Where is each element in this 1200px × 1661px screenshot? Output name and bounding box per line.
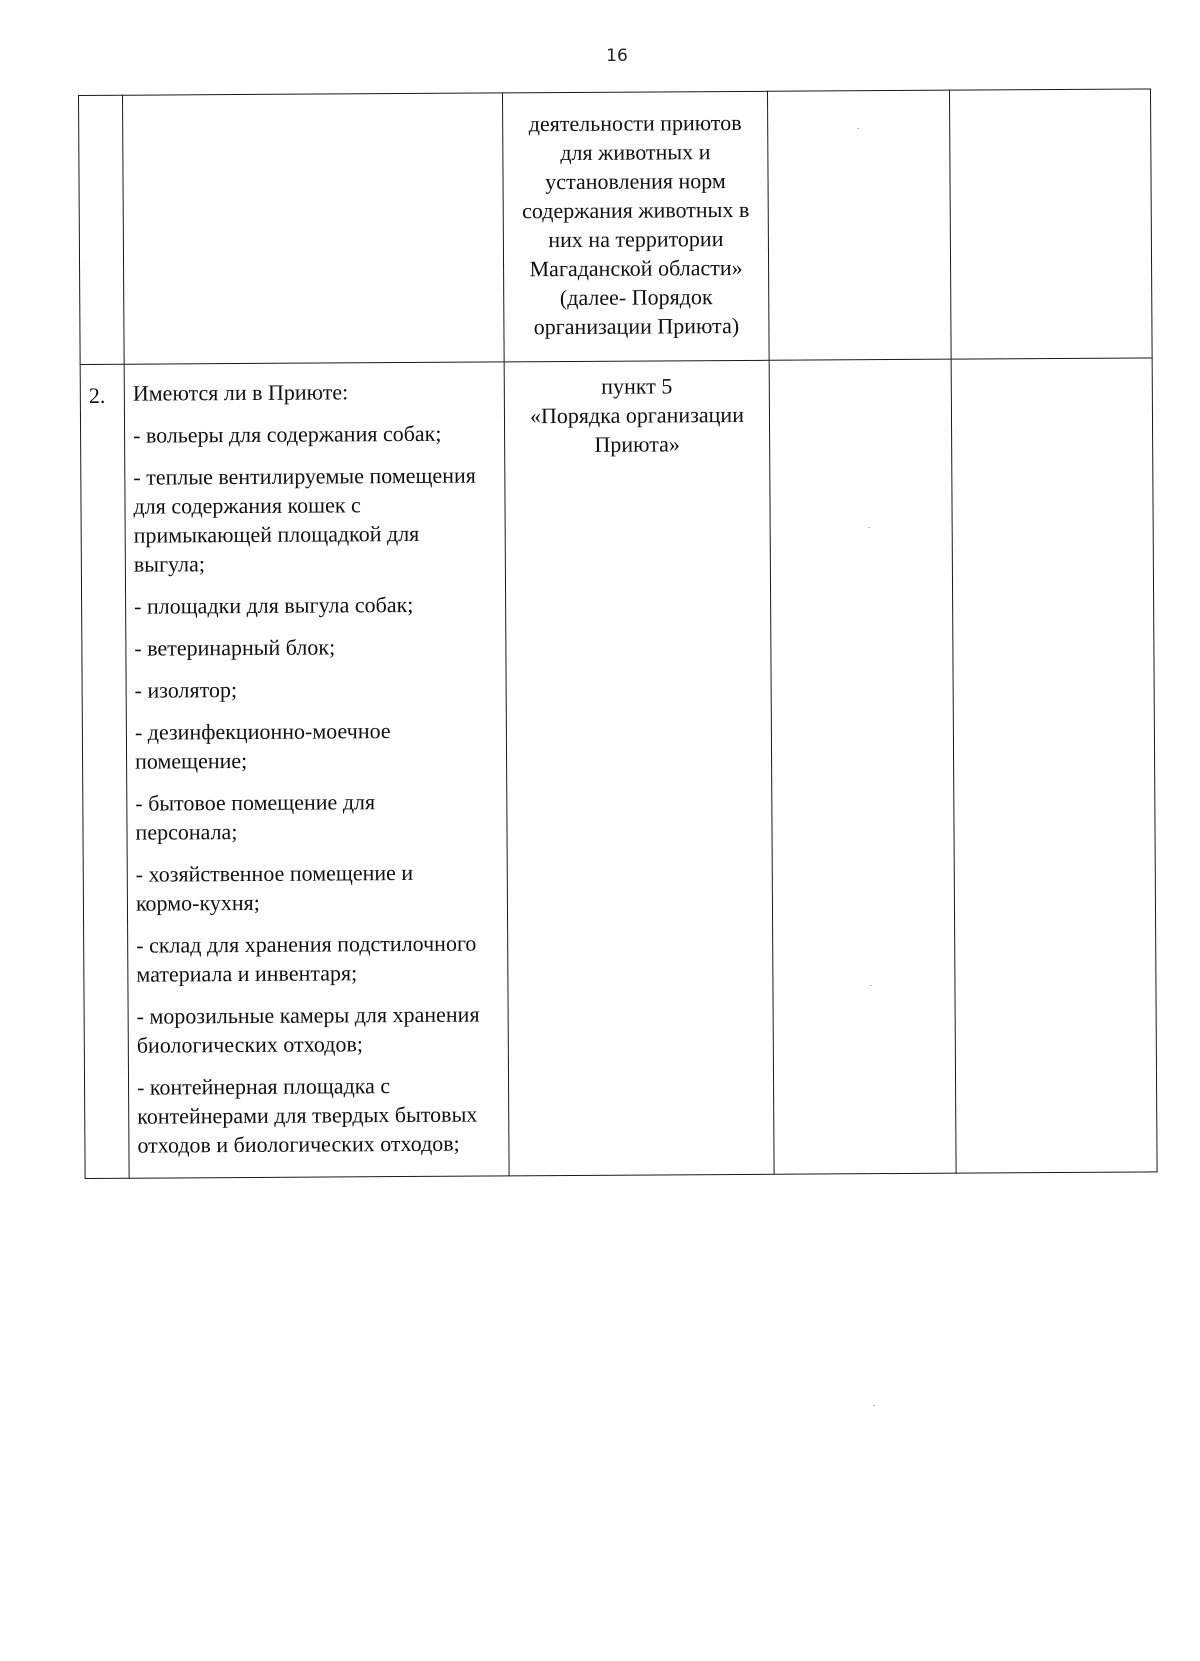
question-item-line: для содержания кошек с xyxy=(133,492,361,519)
table-row-continuation xyxy=(79,89,1153,365)
question-item-line: материала и инвентаря; xyxy=(136,960,358,987)
question-item-line: - вольеры для содержания собак; xyxy=(133,420,442,448)
question-item-line: - склад для хранения подстилочного xyxy=(136,930,477,958)
scan-speck xyxy=(873,1405,875,1406)
question-item xyxy=(137,1070,503,1159)
cell-number-empty xyxy=(79,95,125,364)
reference-line: Приюта» xyxy=(594,431,680,457)
reference-line: организации Приюта) xyxy=(533,312,740,340)
question-item-line: - ветеринарный блок; xyxy=(134,634,336,661)
question-item-line: кормо-кухня; xyxy=(135,889,260,916)
cell-question-empty xyxy=(123,93,505,364)
reference-line: Магаданской области» xyxy=(529,254,743,282)
cell-reference-continuation xyxy=(502,91,769,362)
question-item-line: выгула; xyxy=(133,551,206,577)
question-item xyxy=(134,589,499,620)
checklist-table xyxy=(78,88,1158,1179)
reference-line: установления норм xyxy=(545,168,726,195)
question-item xyxy=(136,928,501,988)
question-item xyxy=(134,631,499,662)
question-item xyxy=(137,999,502,1059)
scan-speck xyxy=(868,527,870,528)
question-item-line: - изолятор; xyxy=(134,677,238,703)
question-item-line: отходов и биологических отходов; xyxy=(137,1130,460,1158)
reference-line: для животных и xyxy=(560,139,711,166)
question-item xyxy=(133,460,499,578)
cell-answer-empty xyxy=(767,90,951,360)
reference-line: (далее- Порядок xyxy=(559,284,713,311)
question-items xyxy=(133,418,503,1159)
question-item-line: - бытовое помещение для xyxy=(135,789,376,816)
scan-speck xyxy=(857,128,859,129)
reference-line: них на территории xyxy=(548,226,724,253)
question-item-line: - морозильные камеры для хранения xyxy=(136,1001,480,1029)
cell-question xyxy=(124,362,509,1178)
page-number: 16 xyxy=(606,46,628,66)
question-item-line: - площадки для выгула собак; xyxy=(134,591,414,619)
reference-line: пункт 5 xyxy=(601,373,673,399)
table-row-2 xyxy=(80,358,1157,1179)
question-item xyxy=(135,786,500,846)
question-item-line: - контейнерная площадка с xyxy=(136,1073,391,1100)
question-item-line: помещение; xyxy=(134,747,248,774)
question-item-line: - дезинфекционно-моечное xyxy=(134,718,391,745)
question-item xyxy=(136,857,501,917)
reference-line: деятельности приютов xyxy=(528,109,742,137)
question-item-line: - теплые вентилируемые помещения xyxy=(133,462,476,490)
question-item-line: примыкающей площадкой для xyxy=(133,520,420,548)
question-item-line: - хозяйственное помещение и xyxy=(135,859,414,887)
question-item-line: контейнерами для твердых бытовых xyxy=(137,1101,478,1129)
reference-line: содержания животных в xyxy=(522,196,750,224)
cell-reference xyxy=(504,360,774,1176)
row-number: 2. xyxy=(80,364,129,1178)
question-item-line: биологических отходов; xyxy=(136,1031,363,1058)
question-item xyxy=(135,715,500,775)
cell-answer-empty xyxy=(769,359,956,1174)
cell-note-empty xyxy=(949,89,1152,359)
question-item xyxy=(135,673,500,704)
reference-line: «Порядка организации xyxy=(529,401,745,429)
question-title: Имеются ли в Приюте: xyxy=(132,379,349,406)
question-item-line: персонала; xyxy=(135,819,238,845)
question-item xyxy=(133,418,498,449)
cell-note-empty xyxy=(951,358,1157,1173)
scan-speck xyxy=(870,985,872,986)
